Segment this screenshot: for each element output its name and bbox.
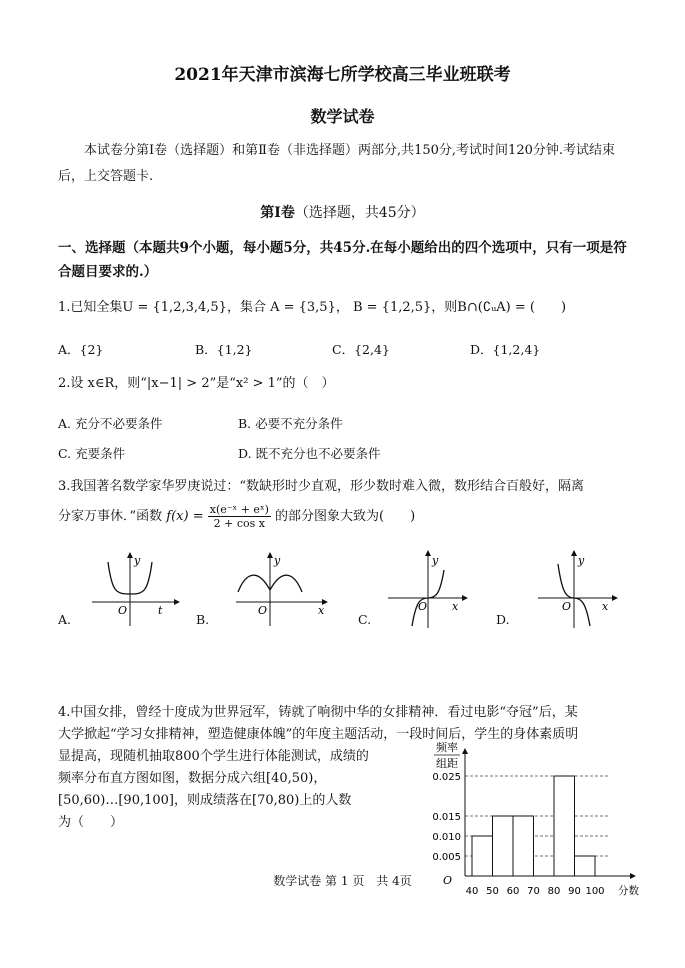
x-tick-label: 80 <box>547 886 561 897</box>
question-2-option-c: C. 充要条件 <box>58 446 126 461</box>
question-3-stem-line2 <box>58 502 658 532</box>
question-2-stem: 2.设 x∈R，则“|x−1| > 2”是“x² > 1”的（ ） <box>58 376 335 391</box>
question-2-option-a: A. 充分不必要条件 <box>58 416 163 431</box>
x-axis-label: 分数 <box>618 885 639 897</box>
y-axis-label-denominator: 组距 <box>436 757 458 770</box>
function-denominator: 2 + cos x <box>213 517 265 530</box>
axis-label-y: y <box>134 554 141 567</box>
question-1-option-a: A．{2} <box>58 342 104 357</box>
axis-label-y: y <box>578 554 585 567</box>
part-label: 第Ⅰ卷 <box>260 205 295 221</box>
exam-subtitle: 数学试卷 <box>310 107 375 126</box>
question-4-line4: 频率分布直方图如图，数据分成六组[40,50)， <box>58 771 327 786</box>
question-1-stem: 1.已知全集U = {1,2,3,4,5}，集合 A = {3,5}， B = {1,2,5}，则B∩(∁ᵤA) = ( ) <box>58 300 567 315</box>
x-tick-label: 90 <box>568 886 581 897</box>
y-axis-label-numerator: 频率 <box>436 742 458 754</box>
x-tick-label: 100 <box>585 886 605 897</box>
y-tick-label: 0.025 <box>432 772 461 783</box>
axis-label-y: y <box>274 554 281 567</box>
x-tick-label: 50 <box>486 886 499 897</box>
y-tick-label: 0.005 <box>432 852 461 863</box>
part-heading <box>0 202 685 222</box>
axis-label-t: t <box>158 604 163 617</box>
y-tick-label: 0.010 <box>432 832 461 843</box>
question-2-option-b: B. 必要不充分条件 <box>238 416 343 431</box>
graph-option-b <box>232 550 332 630</box>
histogram-origin: O <box>443 874 453 887</box>
graph-option-c <box>384 550 474 630</box>
question-3-stem-lead: 分家万事休．”函数 <box>58 509 163 524</box>
question-3-stem-tail: 的部分图象大致为( ) <box>275 509 416 524</box>
question-3-option-c: C. <box>358 612 372 627</box>
histogram-bar <box>513 816 534 876</box>
question-1-option-c: C．{2,4} <box>332 342 390 357</box>
histogram-bar <box>554 776 575 876</box>
x-tick-label: 70 <box>527 886 540 897</box>
question-3-option-a: A. <box>58 612 72 627</box>
question-3-option-b: B. <box>196 612 210 627</box>
question-4-line1: 4.中国女排，曾经十度成为世界冠军，铸就了响彻中华的女排精神．看过电影“夺冠”后，某 <box>58 705 578 720</box>
axis-label-x: x <box>602 600 609 613</box>
graph-option-a <box>88 550 180 630</box>
question-2-option-d: D. 既不充分也不必要条件 <box>238 446 381 461</box>
axis-label-y: y <box>432 554 439 567</box>
histogram-bar <box>472 836 493 876</box>
question-3-option-d: D. <box>496 612 510 627</box>
question-4-line2: 大学掀起“学习女排精神，塑造健康体魄”的年度主题活动，一段时间后，学生的身体素质明 <box>58 727 579 742</box>
question-3-stem-line1: 3.我国著名数学家华罗庚说过：“数缺形时少直观，形少数时难入微，数形结合百般好，隔离 <box>58 479 585 494</box>
function-name: f(x) = <box>166 509 204 524</box>
histogram-bar <box>493 816 514 876</box>
question-1-option-b: B．{1,2} <box>195 342 253 357</box>
page-footer: 数学试卷 第 1 页 共 4页 <box>273 874 412 888</box>
question-4-line3: 显提高，现随机抽取800个学生进行体能测试，成绩的 <box>58 749 369 764</box>
graph-option-d <box>534 550 624 630</box>
question-4-line6: 为（ ） <box>58 815 124 830</box>
y-tick-label: 0.015 <box>432 812 461 823</box>
part-detail: （选择题，共45分） <box>294 205 425 221</box>
origin-label: O <box>562 600 572 613</box>
axis-label-x: x <box>318 604 325 617</box>
question-1-option-d: D．{1,2,4} <box>470 342 541 357</box>
function-fraction <box>208 503 271 530</box>
exam-title: 2021年天津市滨海七所学校高三毕业班联考 <box>174 65 511 85</box>
origin-label: O <box>118 604 128 617</box>
axis-label-x: x <box>452 600 459 613</box>
x-tick-label: 60 <box>506 886 520 897</box>
exam-instructions: 本试卷分第Ⅰ卷（选择题）和第Ⅱ卷（非选择题）两部分,共150分,考试时间120分钟.考试结束后，上交答题卡. <box>58 143 615 184</box>
section-heading: 一、选择题（本题共9个小题，每小题5分，共45分.在每小题给出的四个选项中，只有一项是符合题目要求的.） <box>58 240 627 280</box>
origin-label: O <box>418 600 428 613</box>
origin-label: O <box>258 604 268 617</box>
function-numerator: x(e⁻ˣ + eˣ) <box>209 503 269 516</box>
x-tick-label: 40 <box>465 886 479 897</box>
question-4-line5: [50,60)…[90,100]，则成绩落在[70,80)上的人数 <box>58 793 352 808</box>
